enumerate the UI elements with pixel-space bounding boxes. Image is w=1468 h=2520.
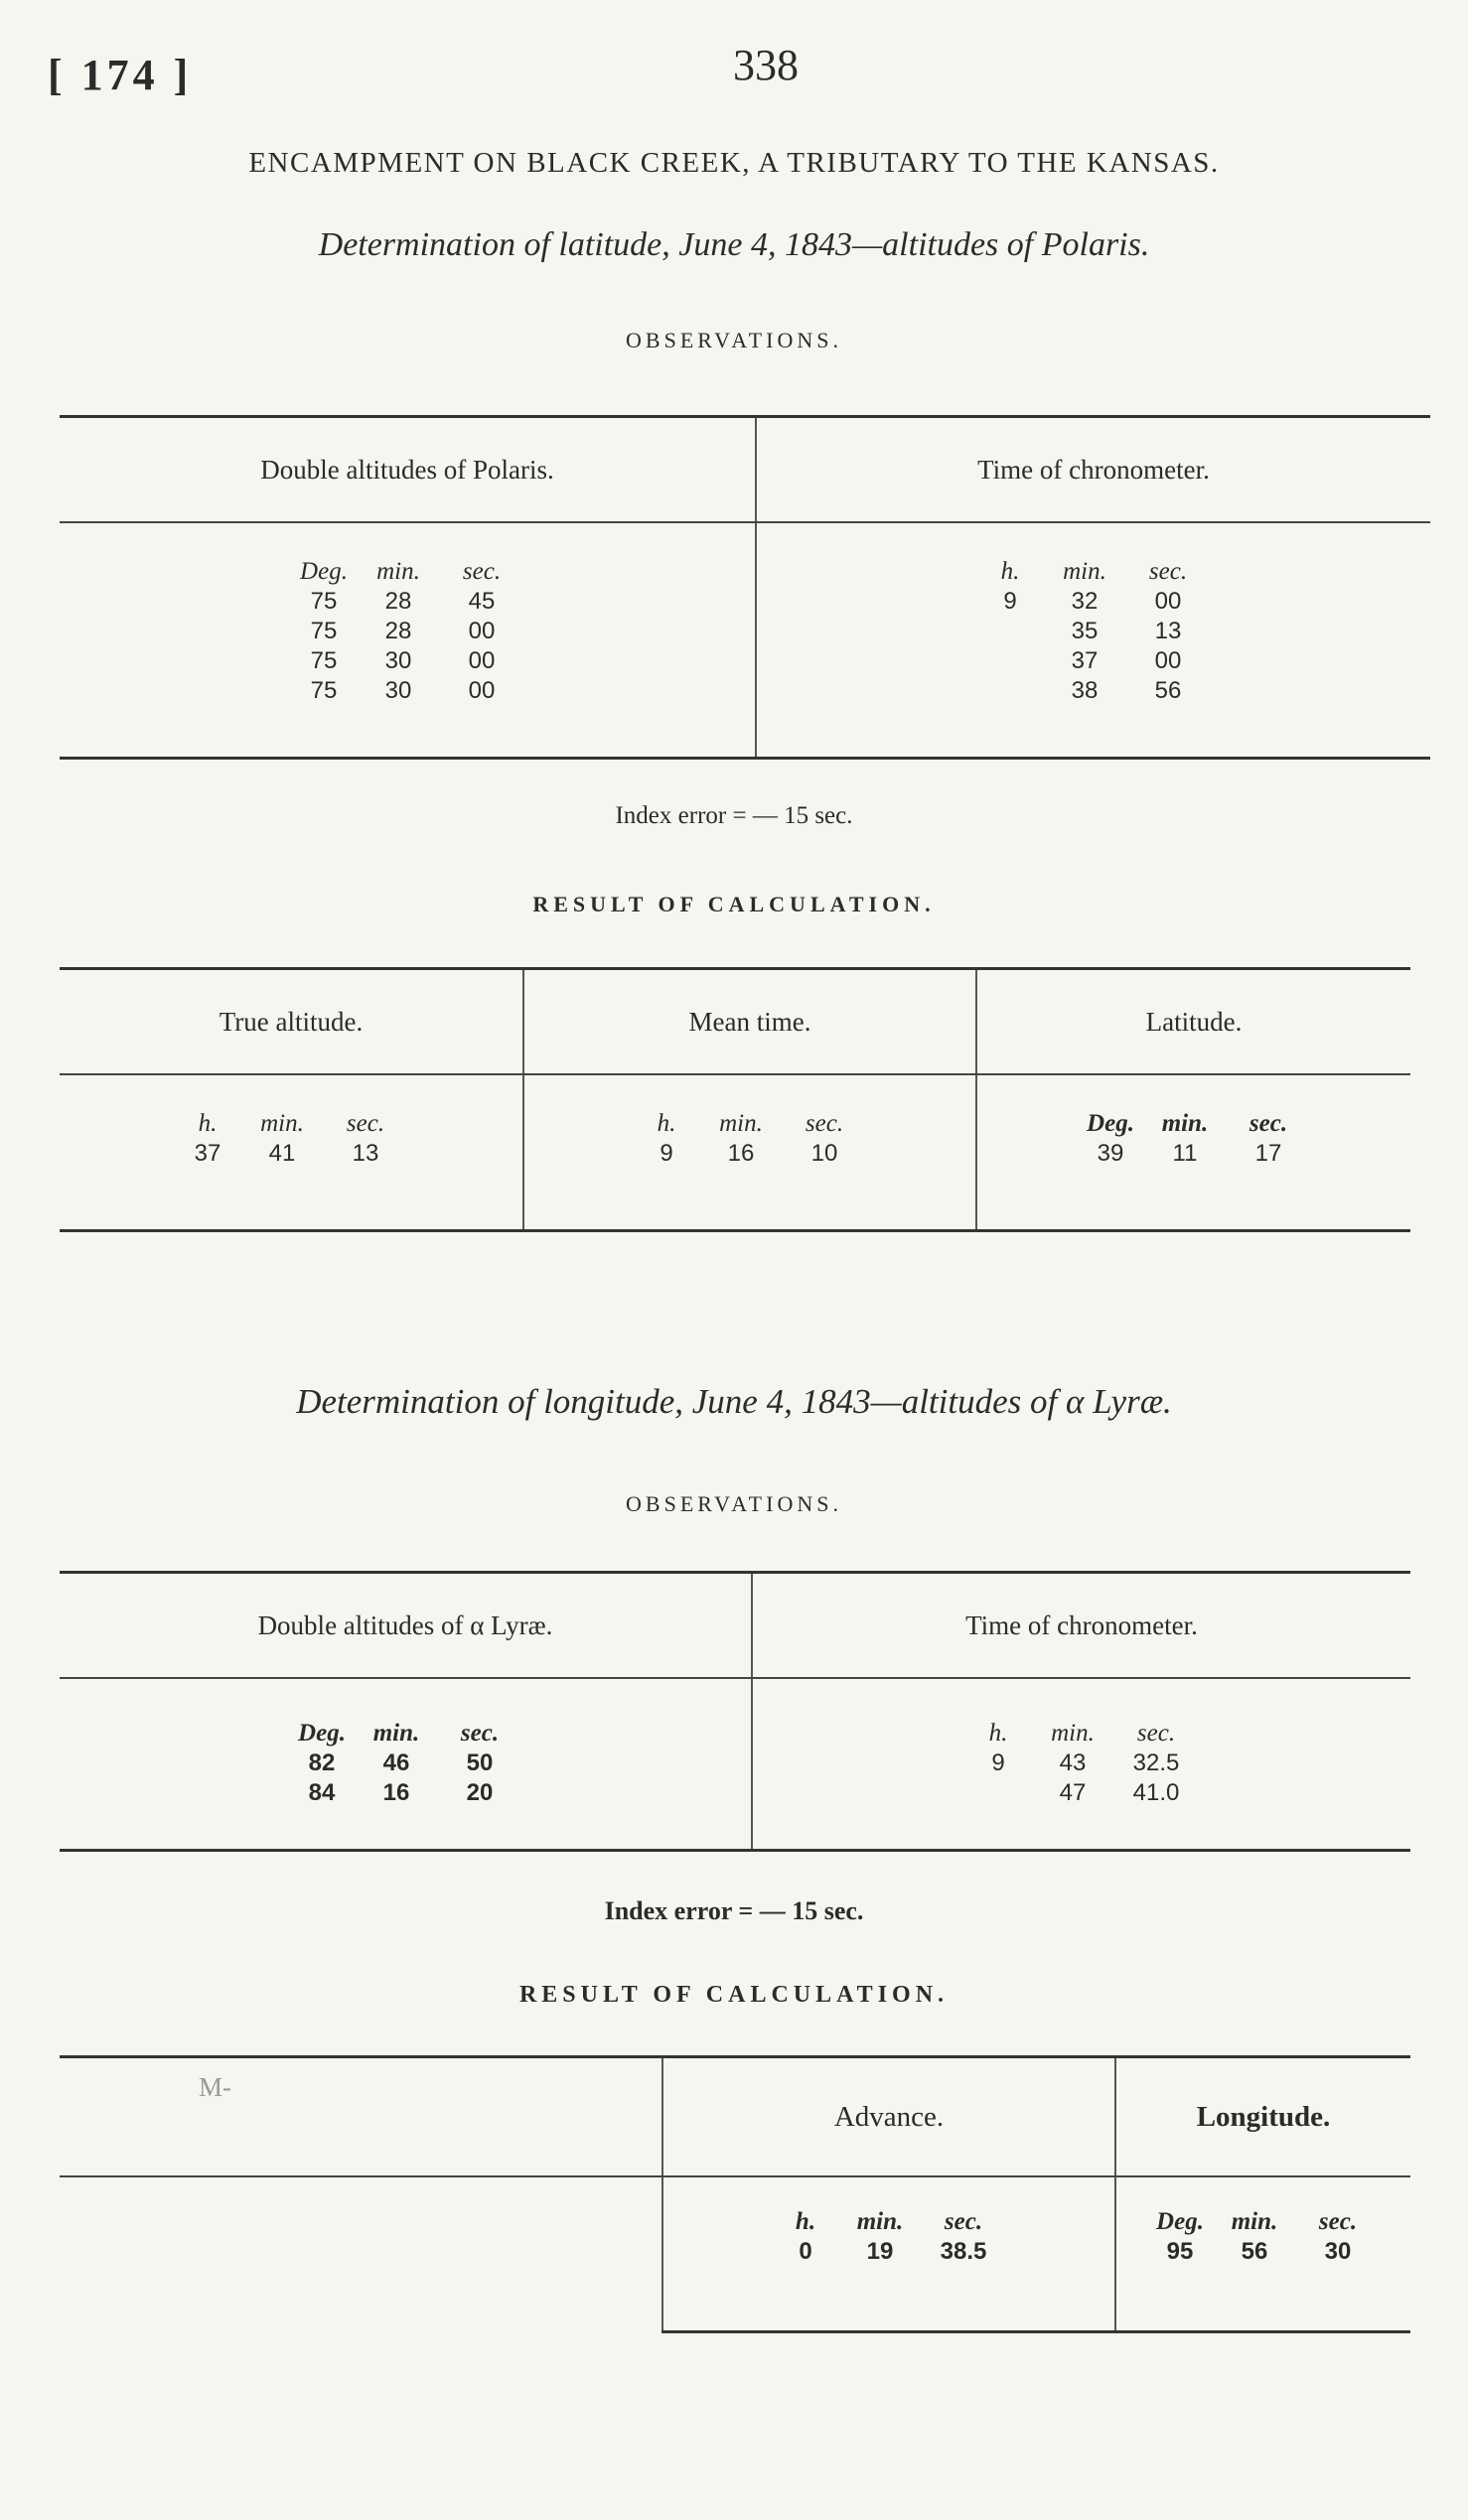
table-header: Time of chronometer. [752,1573,1410,1679]
index-error: Index error = — 15 sec. [615,802,853,829]
table-row: 47 41.0 [1059,1779,1180,1806]
empty-cell [60,2176,662,2331]
table-row: 84 16 20 [308,1779,494,1806]
table-row: 9 43 32.5 [991,1750,1180,1776]
table-header: True altitude. [60,969,523,1075]
table-header: Mean time. [523,969,976,1075]
observations-label: OBSERVATIONS. [626,328,842,352]
page-header [48,40,1420,109]
longitude-heading: Determination of longitude, June 4, 1843—altitudes of α Lyræ. [296,1382,1172,1421]
table-header: M- [60,2057,662,2177]
units-row: h. min. sec. [1000,558,1188,585]
index-error: Index error = — 15 sec. [604,1896,864,1925]
longitude-result-table [60,2055,1410,2333]
table-header: Advance. [662,2057,1115,2177]
polaris-observations-table [60,415,1430,760]
longitude-cell: Deg. min. sec. 95 56 30 [1115,2176,1410,2331]
altitudes-cell: Deg. min. sec. 82 46 50 84 16 20 [60,1678,752,1851]
result-label: RESULT OF CALCULATION. [532,892,936,916]
table-header: Double altitudes of α Lyræ. [60,1573,752,1679]
mean-time-cell: h. min. sec. 9 16 10 [523,1074,976,1231]
units-row: Deg. min. sec. [300,558,502,585]
times-cell [756,522,1430,759]
times-cell: h. min. sec. 9 43 32.5 47 41.0 [752,1678,1410,1851]
latitude-cell: Deg. min. sec. 39 11 17 [976,1074,1410,1231]
table-row: 37 00 [1071,647,1182,674]
altitudes-cell [60,522,756,759]
table-row: 38 56 [1071,677,1182,704]
table-header: Double altitudes of Polaris. [60,417,756,523]
page-number: 338 [733,41,799,89]
latitude-heading: Determination of latitude, June 4, 1843—altitudes of Polaris. [318,226,1150,263]
result-label: RESULT OF CALCULATION. [518,1982,950,2008]
true-altitude-cell: h. min. sec. 37 41 13 [60,1074,523,1231]
lyrae-observations-table [60,1571,1410,1852]
table-row: 75 28 45 [310,588,496,615]
table-row: 82 46 50 [308,1750,494,1776]
table-row: 75 30 00 [310,677,496,704]
table-row: 75 28 00 [310,618,496,644]
advance-cell: h. min. sec. 0 19 38.5 [662,2176,1115,2331]
observations-label: OBSERVATIONS. [626,1491,842,1516]
document-number: [ 174 ] [48,51,193,99]
table-row: 35 13 [1071,618,1182,644]
page-title: ENCAMPMENT ON BLACK CREEK, A TRIBUTARY TO THE KANSAS. [248,147,1220,179]
latitude-result-table [60,967,1410,1232]
table-header: Latitude. [976,969,1410,1075]
table-header: Time of chronometer. [756,417,1430,523]
table-header: Longitude. [1115,2057,1410,2177]
table-row: 9 32 00 [1003,588,1182,615]
table-row: 75 30 00 [310,647,496,674]
